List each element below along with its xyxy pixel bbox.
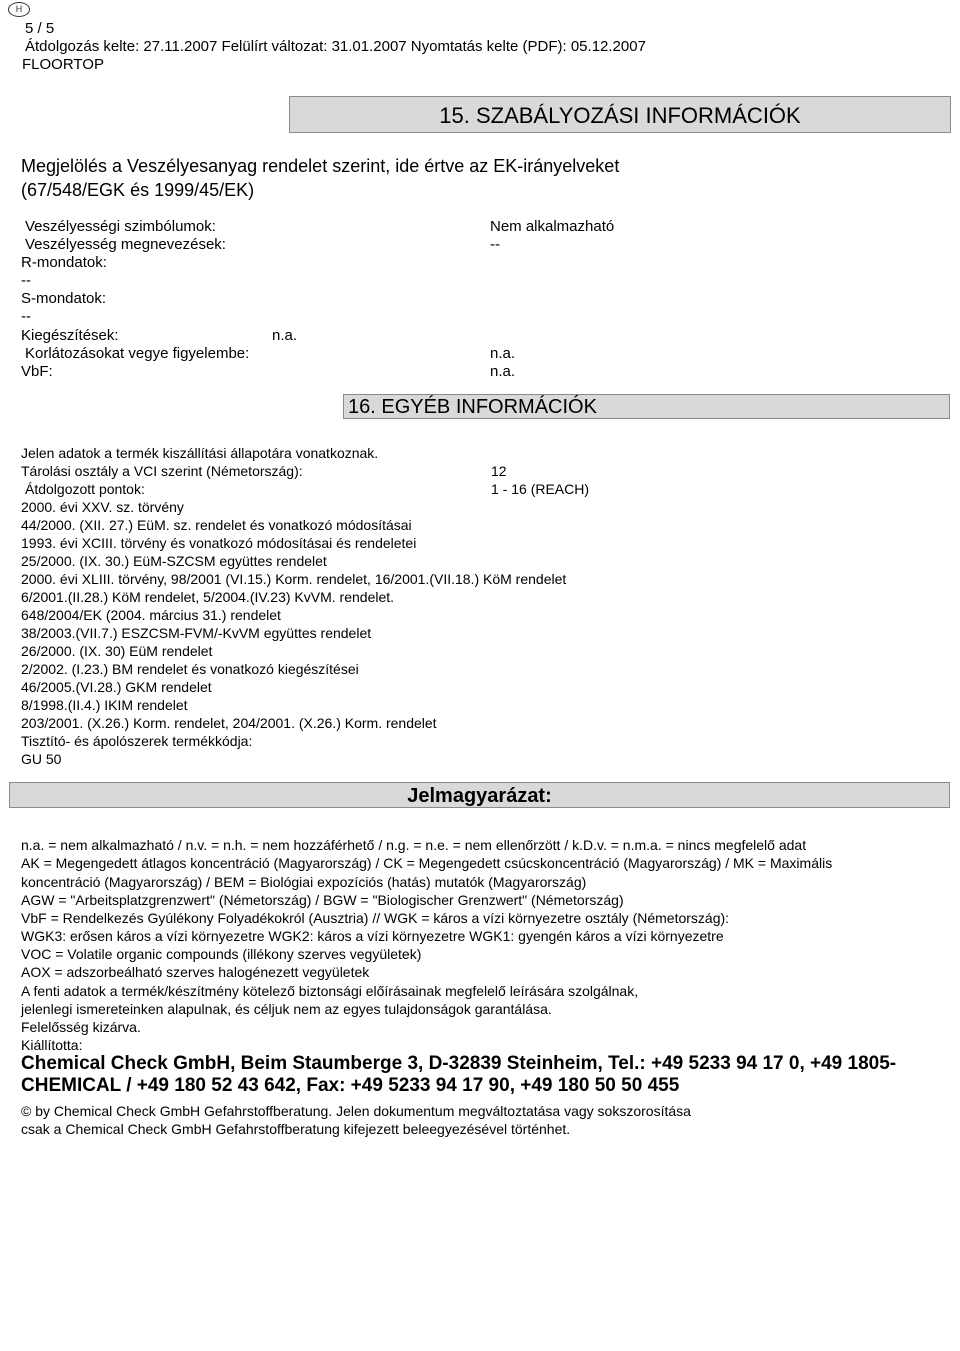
regulation-line: 1993. évi XCIII. törvény és vonatkozó módosításai és rendeletei bbox=[21, 535, 417, 551]
regulation-line: 6/2001.(II.28.) KöM rendelet, 5/2004.(IV.23) KvVM. rendelet. bbox=[21, 589, 395, 605]
storage-class-value: 12 bbox=[491, 463, 507, 479]
s-phrases-value: -- bbox=[21, 308, 31, 325]
revised-points-label: Átdolgozott pontok: bbox=[25, 481, 145, 497]
hazard-symbols-label: Veszélyességi szimbólumok: bbox=[25, 218, 216, 235]
page-number: 5 / 5 bbox=[25, 20, 55, 37]
hazard-symbols-value: Nem alkalmazható bbox=[490, 218, 615, 235]
r-phrases-value: -- bbox=[21, 272, 31, 289]
legend-line: n.a. = nem alkalmazható / n.v. = n.h. = nem hozzáférhető / n.g. = n.e. = nem ellenőrzött / k.D.v. = n.m.a. = nincs megfelelő adat bbox=[21, 837, 807, 853]
regulation-line: 44/2000. (XII. 27.) EüM. sz. rendelet és vonatkozó módosításai bbox=[21, 517, 412, 533]
regulation-line: 2/2002. (I.23.) BM rendelet és vonatkozó kiegészítései bbox=[21, 661, 359, 677]
storage-class-label: Tárolási osztály a VCI szerint (Németország): bbox=[21, 463, 303, 479]
classification-heading-line2: (67/548/EGK és 1999/45/EK) bbox=[21, 180, 255, 200]
legend-line: AOX = adszorbeálható szerves halogénezett vegyületek bbox=[21, 964, 370, 980]
supplements-label: Kiegészítések: bbox=[21, 327, 119, 344]
other-info-intro: Jelen adatok a termék kiszállítási állapotára vonatkoznak. bbox=[21, 445, 379, 461]
section-16-header bbox=[343, 394, 950, 419]
legend-line: AGW = "Arbeitsplatzgrenzwert" (Németország) / BGW = "Biologischer Grenzwert" (Németország) bbox=[21, 892, 624, 908]
legend-line: koncentráció (Magyarország) / BEM = Biológiai expozíciós (hatás) mutatók (Magyarország) bbox=[21, 874, 587, 890]
product-code-value: GU 50 bbox=[21, 751, 62, 767]
hazard-names-value: -- bbox=[490, 236, 500, 253]
copyright-line2: csak a Chemical Check GmbH Gefahrstoffberatung kifejezett beleegyezésével történhet. bbox=[21, 1121, 571, 1137]
section-15-header bbox=[289, 96, 951, 133]
restrictions-value: n.a. bbox=[490, 345, 516, 362]
regulation-line: 26/2000. (IX. 30) EüM rendelet bbox=[21, 643, 213, 659]
legend-line: VbF = Rendelkezés Gyúlékony Folyadékokról (Ausztria) // WGK = káros a vízi környezetre osztály (Németország): bbox=[21, 910, 730, 926]
document-dates: Átdolgozás kelte: 27.11.2007 Felülírt változat: 31.01.2007 Nyomtatás kelte (PDF): 05.12.2007 bbox=[25, 38, 646, 55]
regulation-line: 203/2001. (X.26.) Korm. rendelet, 204/2001. (X.26.) Korm. rendelet bbox=[21, 715, 437, 731]
legend-line: VOC = Volatile organic compounds (illékony szerves vegyületek) bbox=[21, 946, 422, 962]
product-name: FLOORTOP bbox=[22, 56, 104, 73]
regulation-line: 46/2005.(VI.28.) GKM rendelet bbox=[21, 679, 212, 695]
issuer-line1: Chemical Check GmbH, Beim Staumberge 3, D-32839 Steinheim, Tel.: +49 5233 94 17 0, +49 1805- bbox=[21, 1053, 897, 1074]
legend-line: AK = Megengedett átlagos koncentráció (Magyarország) / CK = Megengedett csúcskoncentráció (Magyarország) / MK = Maximális bbox=[21, 855, 833, 871]
restrictions-label: Korlátozásokat vegye figyelembe: bbox=[25, 345, 250, 362]
revised-points-value: 1 - 16 (REACH) bbox=[491, 481, 590, 497]
legend-title: Jelmagyarázat: bbox=[407, 785, 552, 807]
regulation-line: 38/2003.(VII.7.) ESZCSM-FVM/-KvVM együttes rendelet bbox=[21, 625, 372, 641]
regulation-line: 648/2004/EK (2004. március 31.) rendelet bbox=[21, 607, 281, 623]
publisher-logo: H bbox=[8, 2, 30, 17]
issued-by-label: Kiállította: bbox=[21, 1037, 83, 1053]
supplements-value: n.a. bbox=[272, 327, 298, 344]
section-16-title: 16. EGYÉB INFORMÁCIÓK bbox=[348, 396, 597, 418]
vbf-value: n.a. bbox=[490, 363, 516, 380]
r-phrases-label: R-mondatok: bbox=[21, 254, 107, 271]
classification-heading-line1: Megjelölés a Veszélyesanyag rendelet szerint, ide értve az EK-irányelveket bbox=[21, 156, 620, 176]
product-code-label: Tisztító- és ápolószerek termékkódja: bbox=[21, 733, 253, 749]
legend-line: jelenlegi ismereteinken alapulnak, és céljuk nem az egyes tulajdonságok garantálása. bbox=[21, 1001, 552, 1017]
copyright-line1: © by Chemical Check GmbH Gefahrstoffberatung. Jelen dokumentum megváltoztatása vagy sokszorosítása bbox=[21, 1103, 691, 1119]
vbf-label: VbF: bbox=[21, 363, 53, 380]
legend-line: A fenti adatok a termék/készítmény kötelező biztonsági előírásainak megfelelő leírására szolgálnak, bbox=[21, 983, 639, 999]
section-15-title: 15. SZABÁLYOZÁSI INFORMÁCIÓK bbox=[439, 103, 801, 128]
regulation-line: 25/2000. (IX. 30.) EüM-SZCSM együttes rendelet bbox=[21, 553, 327, 569]
regulation-line: 2000. évi XLIII. törvény, 98/2001 (VI.15.) Korm. rendelet, 16/2001.(VII.18.) KöM rendelet bbox=[21, 571, 567, 587]
legend-line: WGK3: erősen káros a vízi környezetre WGK2: káros a vízi környezetre WGK1: gyengén káros a vízi környezetre bbox=[21, 928, 724, 944]
hazard-names-label: Veszélyesség megnevezések: bbox=[25, 236, 226, 253]
legend-line: Felelősség kizárva. bbox=[21, 1019, 141, 1035]
s-phrases-label: S-mondatok: bbox=[21, 290, 107, 307]
issuer-line2: CHEMICAL / +49 180 52 43 642, Fax: +49 5233 94 17 90, +49 180 50 50 455 bbox=[21, 1075, 680, 1096]
legend-header bbox=[9, 782, 950, 808]
regulation-line: 2000. évi XXV. sz. törvény bbox=[21, 499, 184, 515]
regulation-line: 8/1998.(II.4.) IKIM rendelet bbox=[21, 697, 188, 713]
